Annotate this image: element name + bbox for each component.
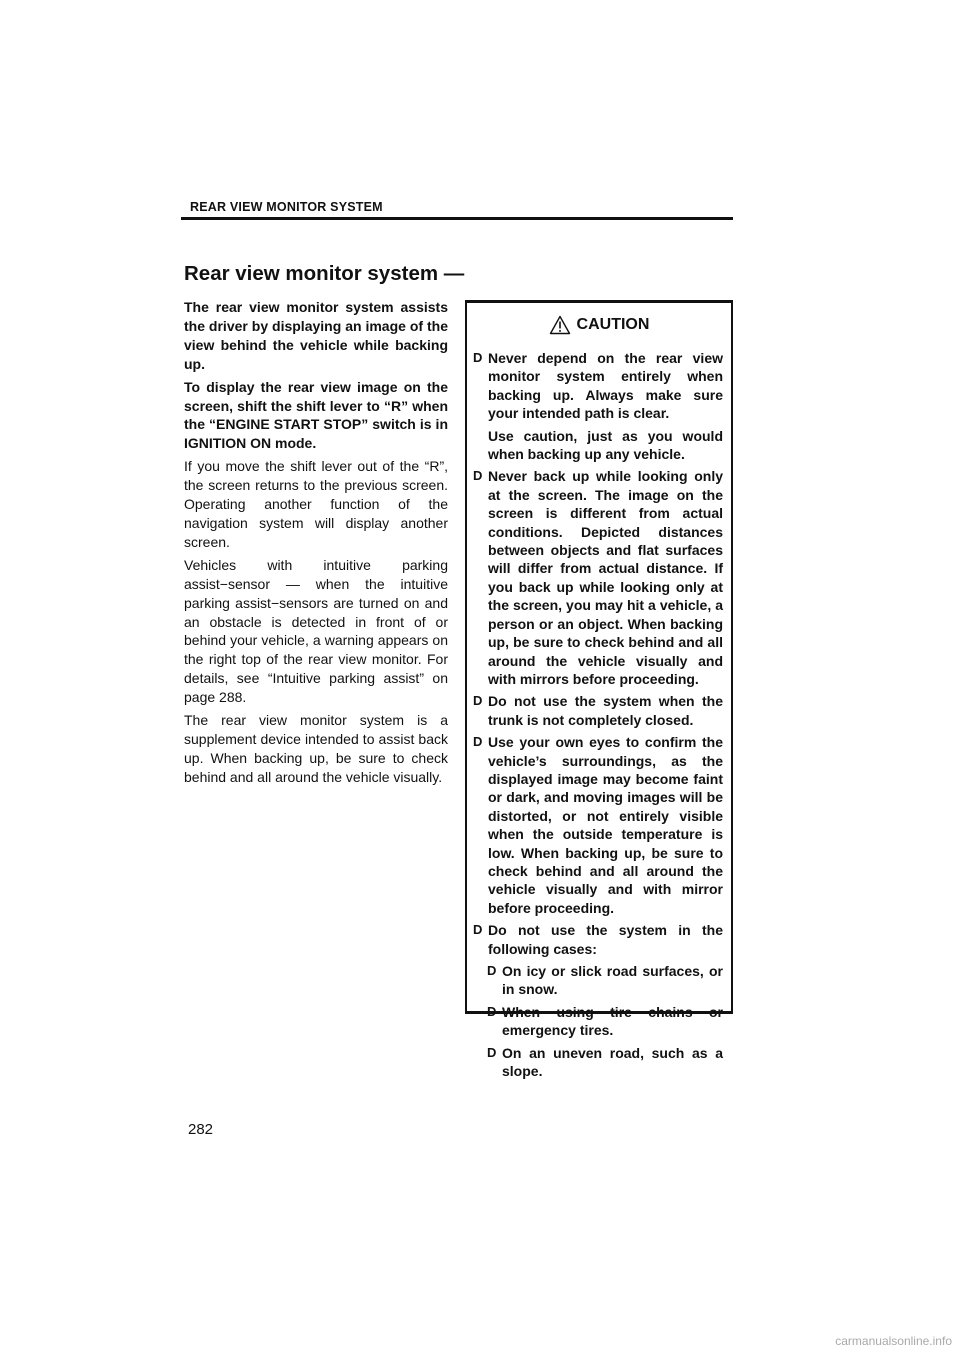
caution-subitem-1-text: On icy or slick road surfaces, or in snow.: [502, 963, 723, 998]
warning-triangle-icon: [549, 315, 571, 335]
caution-item-4-text: Use your own eyes to confirm the vehicle’s surroundings, as the displayed image may become faint or dark, and moving images will be distorted, or not entirely visible when the outside temperature is low. When backing up, be sure to check behind and all around the vehicle visually and with mirror before proceeding.: [488, 734, 723, 916]
bullet-marker: D: [487, 963, 497, 978]
intro-paragraph-3: If you move the shift lever out of the “R”, the screen returns to the previous screen. Operating another function of the navigation system will display another screen.: [184, 458, 448, 550]
caution-subitem: [487, 962, 723, 999]
intro-paragraph-1: The rear view monitor system assists the driver by displaying an image of the view behind the vehicle while backing up.: [184, 299, 448, 372]
caution-item: [473, 467, 723, 688]
caution-box: [465, 300, 733, 1080]
caution-item: [473, 692, 723, 729]
caution-subitem: [487, 1003, 723, 1040]
caution-title: CAUTION: [576, 316, 650, 333]
caution-item-2-text: Never back up while looking only at the screen. The image on the screen is different from actual conditions. Depicted distances between objects and flat surfaces will differ from actual distance. If you back up while looking only at the screen, you may hit a vehicle, a person or an object. When backing up, be sure to check behind and all around the vehicle visually and with mirrors before proceeding.: [488, 468, 723, 687]
caution-item-1-text: Never depend on the rear view monitor system entirely when backing up. Always make sure your intended path is clear.: [488, 350, 723, 422]
intro-paragraph-5: The rear view monitor system is a supplement device intended to assist back up. When backing up, be sure to check behind and all around the vehicle visually.: [184, 712, 448, 785]
bullet-marker: D: [487, 1003, 497, 1019]
bullet-marker: D: [473, 350, 483, 365]
header-rule: [181, 217, 733, 220]
watermark-link[interactable]: carmanualsonline.info: [835, 1334, 952, 1348]
bullet-marker: D: [473, 734, 483, 750]
bullet-marker: D: [473, 693, 483, 709]
caution-subitem-2-text: When using tire chains or emergency tires.: [502, 1003, 723, 1039]
caution-item: [473, 921, 723, 958]
caution-item-1-note: Use caution, just as you would when backing up any vehicle.: [488, 427, 723, 463]
caution-item-3-text: Do not use the system when the trunk is not completely closed.: [488, 693, 723, 728]
page-number: 282: [188, 1121, 214, 1138]
intro-column: [184, 298, 448, 791]
bullet-marker: D: [473, 922, 483, 938]
intro-paragraph-2: To display the rear view image on the screen, shift the shift lever to “R” when the “ENGINE START STOP” switch is in IGNITION ON mode.: [184, 378, 448, 452]
section-title: Rear view monitor system —: [184, 262, 465, 285]
caution-header: [467, 303, 731, 345]
caution-item-5-text: Do not use the system in the following cases:: [488, 922, 723, 957]
caution-subitem-3-text: On an uneven road, such as a slope.: [502, 1044, 723, 1080]
intro-paragraph-4: Vehicles with intuitive parking assist−sensor — when the intuitive parking assist−sensors are turned on and an obstacle is detected in front of or behind your vehicle, a warning appears on the right top of the rear view monitor. For details, see “Intuitive parking assist” on page 288.: [184, 556, 448, 706]
caution-item: [473, 733, 723, 917]
caution-list: [467, 345, 731, 1080]
bullet-marker: D: [473, 468, 483, 484]
bullet-marker: D: [487, 1044, 497, 1060]
caution-item: [473, 349, 723, 463]
caution-subitem: [487, 1044, 723, 1081]
running-header: REAR VIEW MONITOR SYSTEM: [190, 200, 383, 214]
